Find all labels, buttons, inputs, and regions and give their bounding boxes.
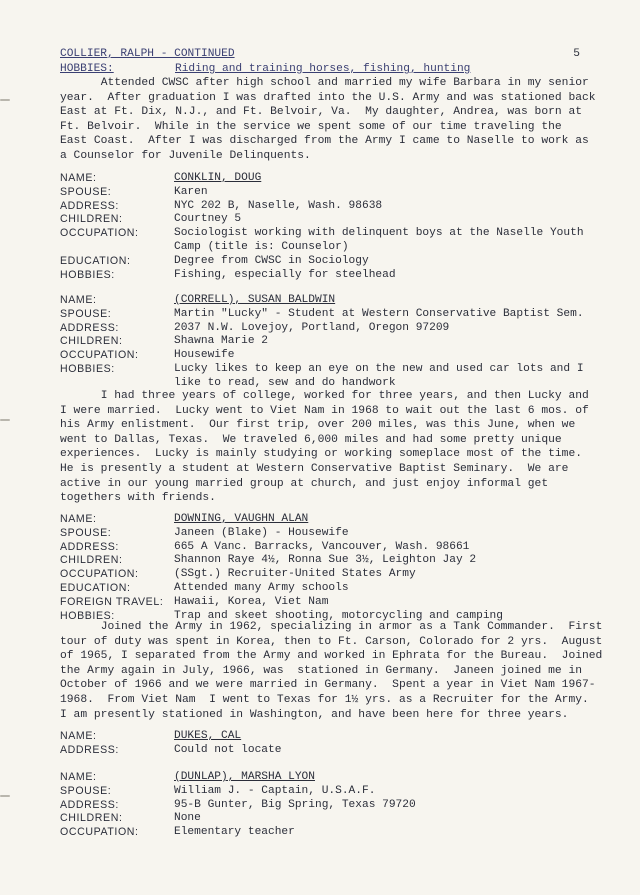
field-row	[60, 322, 605, 336]
field-row	[60, 771, 605, 785]
field-label: OCCUPATION:	[60, 568, 139, 581]
field-row	[60, 186, 605, 200]
field-label: ADDRESS:	[60, 798, 119, 811]
field-value: Janeen (Blake) - Housewife	[174, 526, 349, 539]
field-label: CHILDREN:	[60, 335, 123, 348]
field-value: William J. - Captain, U.S.A.F.	[174, 784, 376, 797]
field-value: NYC 202 B, Naselle, Wash. 98638	[174, 199, 383, 212]
field-value: Martin "Lucky" - Student at Western Conservative Baptist Sem.	[174, 307, 584, 320]
field-value: Elementary teacher	[174, 826, 295, 839]
field-label: NAME:	[60, 513, 97, 525]
field-row	[60, 335, 605, 349]
field-value: Housewife	[174, 349, 235, 362]
field-label: EDUCATION:	[60, 581, 131, 594]
field-label: FOREIGN TRAVEL:	[60, 595, 164, 608]
field-row	[60, 582, 605, 596]
field-value: 2037 N.W. Lovejoy, Portland, Oregon 97209	[174, 321, 450, 334]
field-label: HOBBIES:	[60, 609, 115, 622]
field-value: Sociologist working with delinquent boys at the Naselle Youth Camp (title is: Counselor)	[174, 227, 584, 253]
field-label: CHILDREN:	[60, 213, 123, 226]
field-row	[60, 308, 605, 322]
field-value: Attended many Army schools	[174, 581, 349, 594]
field-row	[60, 349, 605, 363]
entry-name: DUKES, CAL	[174, 730, 242, 742]
field-value: Fishing, especially for steelhead	[174, 268, 396, 281]
field-row	[60, 744, 605, 758]
field-label: OCCUPATION:	[60, 227, 139, 240]
field-row	[60, 255, 605, 269]
correll-paragraph: I had three years of college, worked for three years, and then Lucky and I were married. Lucky went to Viet Nam in 1968 to wait out the last 6 mos. of his Army enlistment. Our first trip, over 200 miles, was this June, when we went to Dallas, Texas. We traveled 6,000 miles and had some pretty unique experiences. Lucky is mainly studying or working someplace most of the time. He is presently a student at Western Conservative Baptist Seminary. We are active in our young married group at church, and just enjoy informal get togethers with friends.	[60, 390, 589, 505]
field-row	[60, 227, 605, 255]
binder-mark	[0, 99, 10, 101]
collier-hobbies	[60, 63, 600, 75]
field-value: Hawaii, Korea, Viet Nam	[174, 595, 329, 608]
field-value: Riding and training horses, fishing, hunting	[175, 63, 471, 75]
field-value: Lucky likes to keep an eye on the new and used car lots and I like to read, sew and do handwork	[174, 362, 584, 389]
field-row	[60, 799, 605, 813]
entry-correll	[60, 294, 605, 391]
field-row	[60, 730, 605, 744]
field-label: OCCUPATION:	[60, 349, 139, 362]
entry-name: CONKLIN, DOUG	[174, 172, 262, 184]
field-label: NAME:	[60, 730, 97, 742]
field-row	[60, 213, 605, 227]
page-number: 5	[573, 48, 580, 60]
field-row	[60, 269, 605, 283]
field-row	[60, 812, 605, 826]
binder-mark	[0, 795, 10, 797]
field-row	[60, 596, 605, 610]
field-label: ADDRESS:	[60, 743, 119, 756]
continued-title: COLLIER, RALPH - CONTINUED	[60, 48, 235, 60]
field-row	[60, 513, 605, 527]
entry-dunlap	[60, 771, 605, 840]
field-row	[60, 541, 605, 555]
entry-dukes	[60, 730, 605, 758]
field-label: EDUCATION:	[60, 254, 131, 267]
field-label: ADDRESS:	[60, 321, 119, 334]
field-label: NAME:	[60, 172, 97, 184]
field-label: ADDRESS:	[60, 540, 119, 553]
field-row	[60, 554, 605, 568]
field-value: 665 A Vanc. Barracks, Vancouver, Wash. 98661	[174, 540, 470, 553]
field-label: SPOUSE:	[60, 185, 112, 198]
field-row	[60, 294, 605, 308]
field-label: NAME:	[60, 294, 97, 306]
field-label: SPOUSE:	[60, 784, 112, 797]
entry-name: DOWNING, VAUGHN ALAN	[174, 513, 309, 525]
field-row	[60, 527, 605, 541]
field-value: 95-B Gunter, Big Spring, Texas 79720	[174, 798, 416, 811]
field-value: Trap and skeet shooting, motorcycling and camping	[174, 609, 503, 622]
field-value: (SSgt.) Recruiter-United States Army	[174, 568, 416, 581]
field-value: None	[174, 812, 201, 825]
page-header	[60, 48, 580, 60]
field-row	[60, 363, 605, 391]
field-row	[60, 568, 605, 582]
collier-paragraph: Attended CWSC after high school and married my wife Barbara in my senior year. After graduation I was drafted into the U.S. Army and was stationed back East at Ft. Dix, N.J., and Ft. Belvoir, Va. My daughter, Andrea, was born at Ft. Belvoir. While in the service we spent some of our time traveling the East Coast. After I was discharged from the Army I came to Naselle to work as a Counselor for Juvenile Delinquents.	[60, 77, 596, 162]
field-value: Courtney 5	[174, 213, 242, 226]
field-row	[60, 172, 605, 186]
field-label: HOBBIES:	[60, 63, 114, 75]
field-row	[60, 826, 605, 840]
field-label: OCCUPATION:	[60, 826, 139, 839]
entry-downing	[60, 513, 605, 623]
field-label: HOBBIES:	[60, 362, 115, 375]
entry-name: (CORRELL), SUSAN BALDWIN	[174, 294, 336, 306]
binder-mark	[0, 419, 10, 421]
field-row	[60, 200, 605, 214]
field-value: Could not locate	[174, 743, 282, 756]
field-value: Shawna Marie 2	[174, 335, 268, 348]
field-row	[60, 785, 605, 799]
field-value: Degree from CWSC in Sociology	[174, 254, 369, 267]
field-label: SPOUSE:	[60, 307, 112, 320]
field-label: CHILDREN:	[60, 812, 123, 825]
field-label: CHILDREN:	[60, 554, 123, 567]
entry-name: (DUNLAP), MARSHA LYON	[174, 771, 315, 783]
field-label: HOBBIES:	[60, 268, 115, 281]
downing-paragraph: Joined the Army in 1962, specializing in armor as a Tank Commander. First tour of duty was spent in Korea, then to Ft. Carson, Colorado for 2 yrs. August of 1965, I separated from the Army and worked in Ephrata for the Bureau. Joined the Army again in July, 1966, was stationed in Germany. Janeen joined me in October of 1966 and we were married in Germany. Spent a year in Viet Nam 1967- 1968. From Viet Nam I went to Texas for 1½ yrs. as a Recruiter for the Army. I am presently stationed in Washington, and have been here for three years.	[60, 621, 603, 721]
field-label: ADDRESS:	[60, 199, 119, 212]
field-label: NAME:	[60, 771, 97, 783]
entry-conklin	[60, 172, 605, 282]
field-value: Shannon Raye 4½, Ronna Sue 3½, Leighton Jay 2	[174, 554, 477, 567]
field-label: SPOUSE:	[60, 526, 112, 539]
field-value: Karen	[174, 185, 208, 198]
